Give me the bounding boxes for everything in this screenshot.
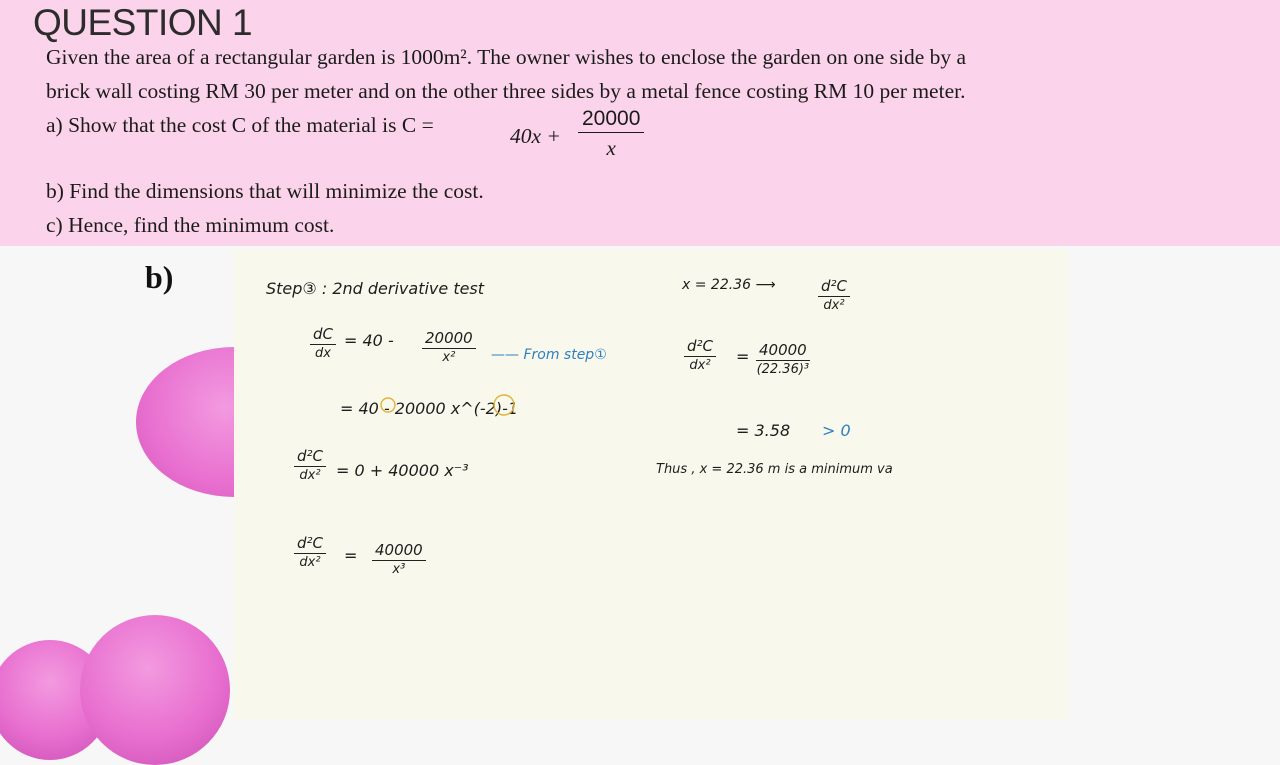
d2c-numerator-1: d²C xyxy=(294,447,326,467)
formula-term: 40x + xyxy=(510,124,561,148)
eq5-numerator: 40000 xyxy=(756,341,810,361)
d2c-dx2-fraction-1 xyxy=(294,447,326,485)
d2c-dx2-fraction-2 xyxy=(294,534,326,572)
part-b-text: b) Find the dimensions that will minimize the cost. xyxy=(46,179,484,203)
dc-dx-fraction xyxy=(310,325,336,363)
eq1-rhs: = 40 - xyxy=(344,331,394,350)
substitution-line: x = 22.36 ⟶ xyxy=(682,277,776,293)
result-value: = 3.58 xyxy=(736,421,791,440)
result-inequality: > 0 xyxy=(822,421,851,440)
dc-dx-numerator: dC xyxy=(310,325,336,345)
pink-blob-bottom-right xyxy=(80,615,230,765)
d2c-numerator-2: d²C xyxy=(294,534,326,554)
section-label: b) xyxy=(145,259,174,295)
eq1-denominator: x² xyxy=(442,350,456,365)
dx2-denominator-2: dx² xyxy=(299,555,321,570)
question-line-2: brick wall costing RM 30 per meter and on the other three sides by a metal fence costing RM 10 per meter. xyxy=(46,79,966,103)
formula-numerator: 20000 xyxy=(578,106,644,133)
eq5-denominator: (22.36)³ xyxy=(756,362,810,377)
eq5-fraction xyxy=(756,341,810,379)
eq5-equals: = xyxy=(736,347,750,366)
eq1-fraction xyxy=(422,329,476,367)
eq4-fraction xyxy=(372,541,426,579)
eq1-numerator: 20000 xyxy=(422,329,476,349)
eq4-numerator: 40000 xyxy=(372,541,426,561)
question-header xyxy=(0,0,1280,246)
question-line-1: Given the area of a rectangular garden is 1000m². The owner wishes to enclose the garden on one side by a xyxy=(46,45,967,69)
annotation-circles xyxy=(374,393,524,423)
step-heading: Step③ : 2nd derivative test xyxy=(266,279,485,298)
dx2-denominator-3: dx² xyxy=(823,298,845,313)
d2c-dx2-fraction-3 xyxy=(818,277,850,315)
notes-board xyxy=(234,249,1068,720)
d2c-numerator-4: d²C xyxy=(684,337,716,357)
formula-denominator: x xyxy=(606,136,616,160)
question-title: QUESTION 1 xyxy=(33,2,253,43)
dc-dx-denominator: dx xyxy=(315,346,331,361)
formula-fraction xyxy=(578,106,644,163)
eq2-line: = 40 - 20000 x^(-2)-1 xyxy=(340,399,519,418)
conclusion-line: Thus , x = 22.36 m is a minimum va xyxy=(656,462,893,477)
part-a-text: a) Show that the cost C of the material is C = xyxy=(46,113,434,137)
dx2-denominator-4: dx² xyxy=(689,358,711,373)
part-c-text: c) Hence, find the minimum cost. xyxy=(46,213,335,237)
d2c-numerator-3: d²C xyxy=(818,277,850,297)
from-step-note: —— From step① xyxy=(491,347,607,363)
dx2-denominator-1: dx² xyxy=(299,468,321,483)
eq4-equals: = xyxy=(344,546,358,565)
d2c-dx2-fraction-4 xyxy=(684,337,716,375)
eq4-denominator: x³ xyxy=(392,562,406,577)
eq3-rhs: = 0 + 40000 x⁻³ xyxy=(336,461,469,480)
